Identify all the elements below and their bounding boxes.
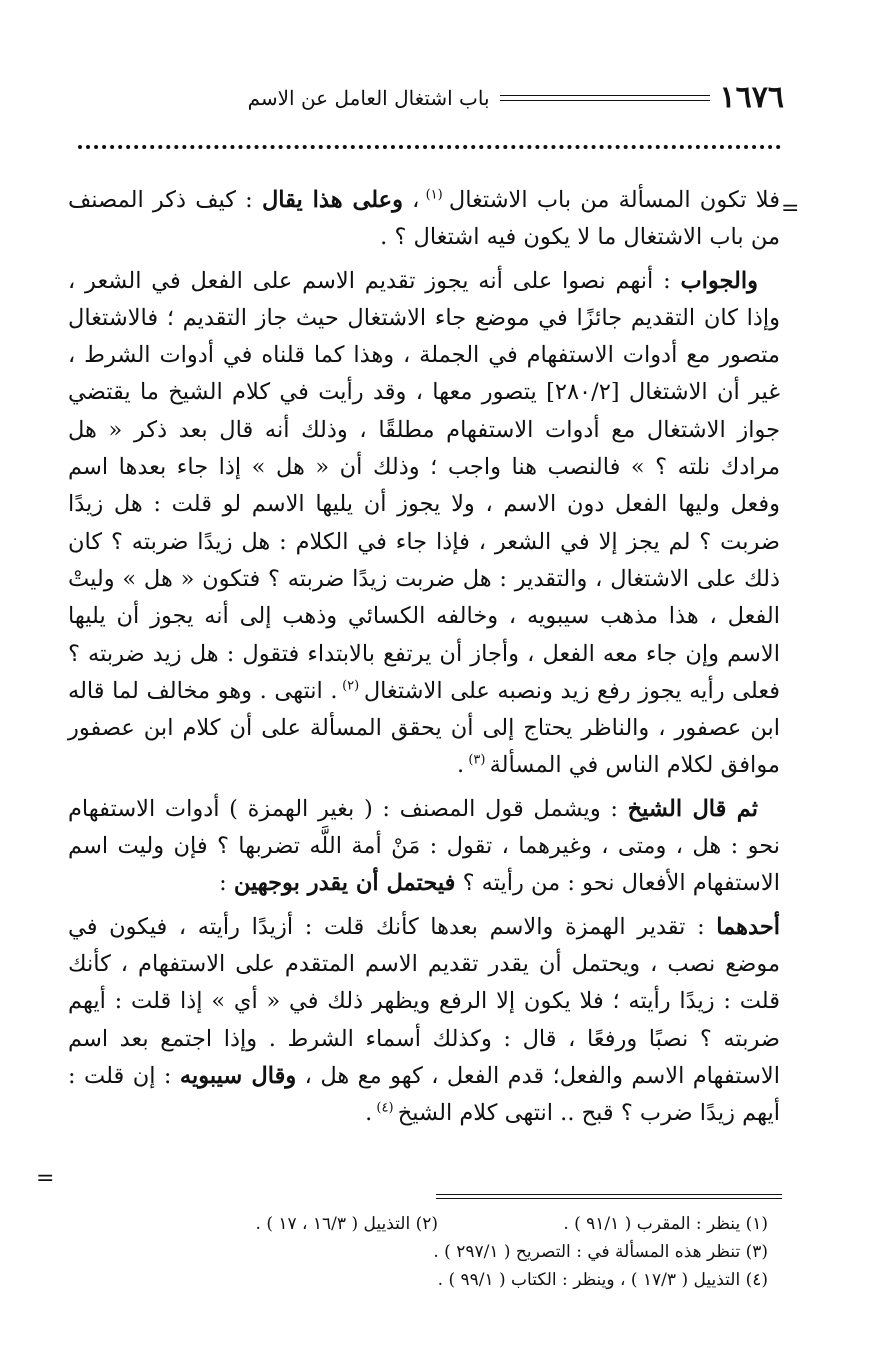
bold-phrase: أحدهما (716, 913, 780, 940)
text-run: : أنهم نصوا على أنه يجوز تقديم الاسم على الفعل في الشعر ، وإذا كان التقديم جائزًا في موضع جاء الاشتغال حيث جاز التقديم ؛ فالاشتغال متصور مع أدوات الاستفهام في الجملة ، وهذا كما قلناه في أدوات الشرط ، غير أن الاشتغال [٢٨٠/٢] يتصور معها ، وقد رأيت في كلام الشيخ ما يقتضي جواز الاشتغال مع أدوات الاستفهام مطلقًا ، وذلك أنه قال بعد ذكر « هل مرادك نلته ؟ » فالنصب هنا واجب ؛ وذلك أن « هل » إذا جاء بعدها اسم وفعل وليها الفعل دون الاسم ، ولا يجوز أن يليها الاسم لو قلت : هل زيدًا ضربت ؟ لم يجز إلا في الشعر ، فإذا جاء في الكلام : هل زيدًا ضربته ؟ كان ذلك على الاشتغال ، والتقدير : هل ضربت زيدًا ضربته ؟ فتكون « هل » وليتْ الفعل ، هذا مذهب سيبويه ، وخالفه الكسائي وذهب إلى أنه يجوز أن يليها الاسم وإن جاء معه الفعل ، وأجاز أن يرتفع بالابتداء فتقول : هل زيد ضربته ؟ فعلى رأيه يجوز رفع زيد ونصبه على الاشتغال (68, 267, 781, 704)
footnote-row (130, 1210, 768, 1238)
text-run: : كيف ذكر المصنف من باب الاشتغال ما لا يكون فيه اشتغال ؟ . (68, 187, 780, 251)
footnote-ref: (٢) (337, 678, 364, 694)
footnote-4: (٤) التذييل ( ١٧/٣ ) ، وينظر : الكتاب ( ٩٩/١ ) . (437, 1270, 768, 1290)
text-run: . (457, 752, 465, 779)
continuation-mark-top: = (781, 196, 800, 221)
footnote-2: (٢) التذييل ( ١٦/٣ ، ١٧ ) . (255, 1214, 438, 1234)
bold-phrase: وقال سيبويه (179, 1062, 297, 1089)
text-run: : (219, 870, 234, 897)
text-run: : تقدير الهمزة والاسم بعدها كأنك قلت : أزيدًا رأيته ، فيكون في موضع نصب ، ويحتمل أن يقدر تقديم الاسم المتقدم على الاستفهام ، كأنك قلت : زيدًا رأيته ؛ فلا يكون إلا الرفع ويظهر ذلك في « أي » إذا قلت : أيهم ضربته ؟ نصبًا ورفعًا ، قال : وكذلك أسماء الشرط . وإذا اجتمع بعد اسم الاستفهام الاسم والفعل؛ قدم الفعل ، كهو مع هل ، (68, 913, 781, 1089)
running-header (72, 78, 784, 118)
text-run: : ويشمل قول المصنف : ( بغير الهمزة ) أدوات الاستفهام نحو : هل ، ومتى ، وغيرهما ، تقول : مَنْ أمة اللَّه تضربها ؟ فإن وليت اسم الاستفهام الأفعال نحو : من رأيته ؟ (68, 795, 780, 897)
dotted-separator (78, 137, 781, 149)
footnote-ref: (٤) (372, 1100, 398, 1116)
footnote-row (130, 1238, 768, 1266)
bold-phrase: ثم قال الشيخ (627, 795, 758, 822)
chapter-title: باب اشتغال العامل عن الاسم (247, 86, 490, 110)
bold-phrase: فيحتمل أن يقدر بوجهين (233, 870, 456, 897)
paragraph (68, 182, 780, 257)
footnote-ref: (١) (419, 187, 449, 203)
text-run: . (365, 1100, 373, 1127)
paragraph (68, 263, 780, 785)
footnote-ref: (٣) (464, 752, 490, 768)
footnote-separator (436, 1194, 782, 1199)
footnote-1: (١) ينظر : المقرب ( ٩١/١ ) . (563, 1214, 768, 1234)
text-run: . انتهى . وهو مخالف لما قاله ابن عصفور ، والناظر يحتاج إلى أن يحقق المسألة على أن كلام ابن عصفور موافق لكلام الناس في المسألة (68, 677, 780, 779)
header-rule (500, 95, 710, 101)
footnote-3: (٣) تنظر هذه المسألة في : التصريح ( ٢٩٧/١ ) . (433, 1242, 768, 1262)
text-run: : إن قلت : أيهم زيدًا ضرب ؟ قبح .. انتهى كلام الشيخ (68, 1062, 780, 1127)
footnote-row (130, 1266, 768, 1294)
text-run: فلا تكون المسألة من باب الاشتغال (448, 187, 780, 213)
text-run: ، (402, 187, 420, 213)
bold-phrase: وعلى هذا يقال (261, 187, 403, 213)
footnotes (130, 1210, 768, 1294)
paragraph (68, 909, 780, 1133)
continuation-mark-bottom: = (36, 1166, 55, 1191)
bold-phrase: والجواب (680, 267, 758, 294)
paragraph (68, 791, 780, 903)
main-text (68, 182, 780, 1132)
page-number: ١٦٧٦ (719, 80, 784, 115)
